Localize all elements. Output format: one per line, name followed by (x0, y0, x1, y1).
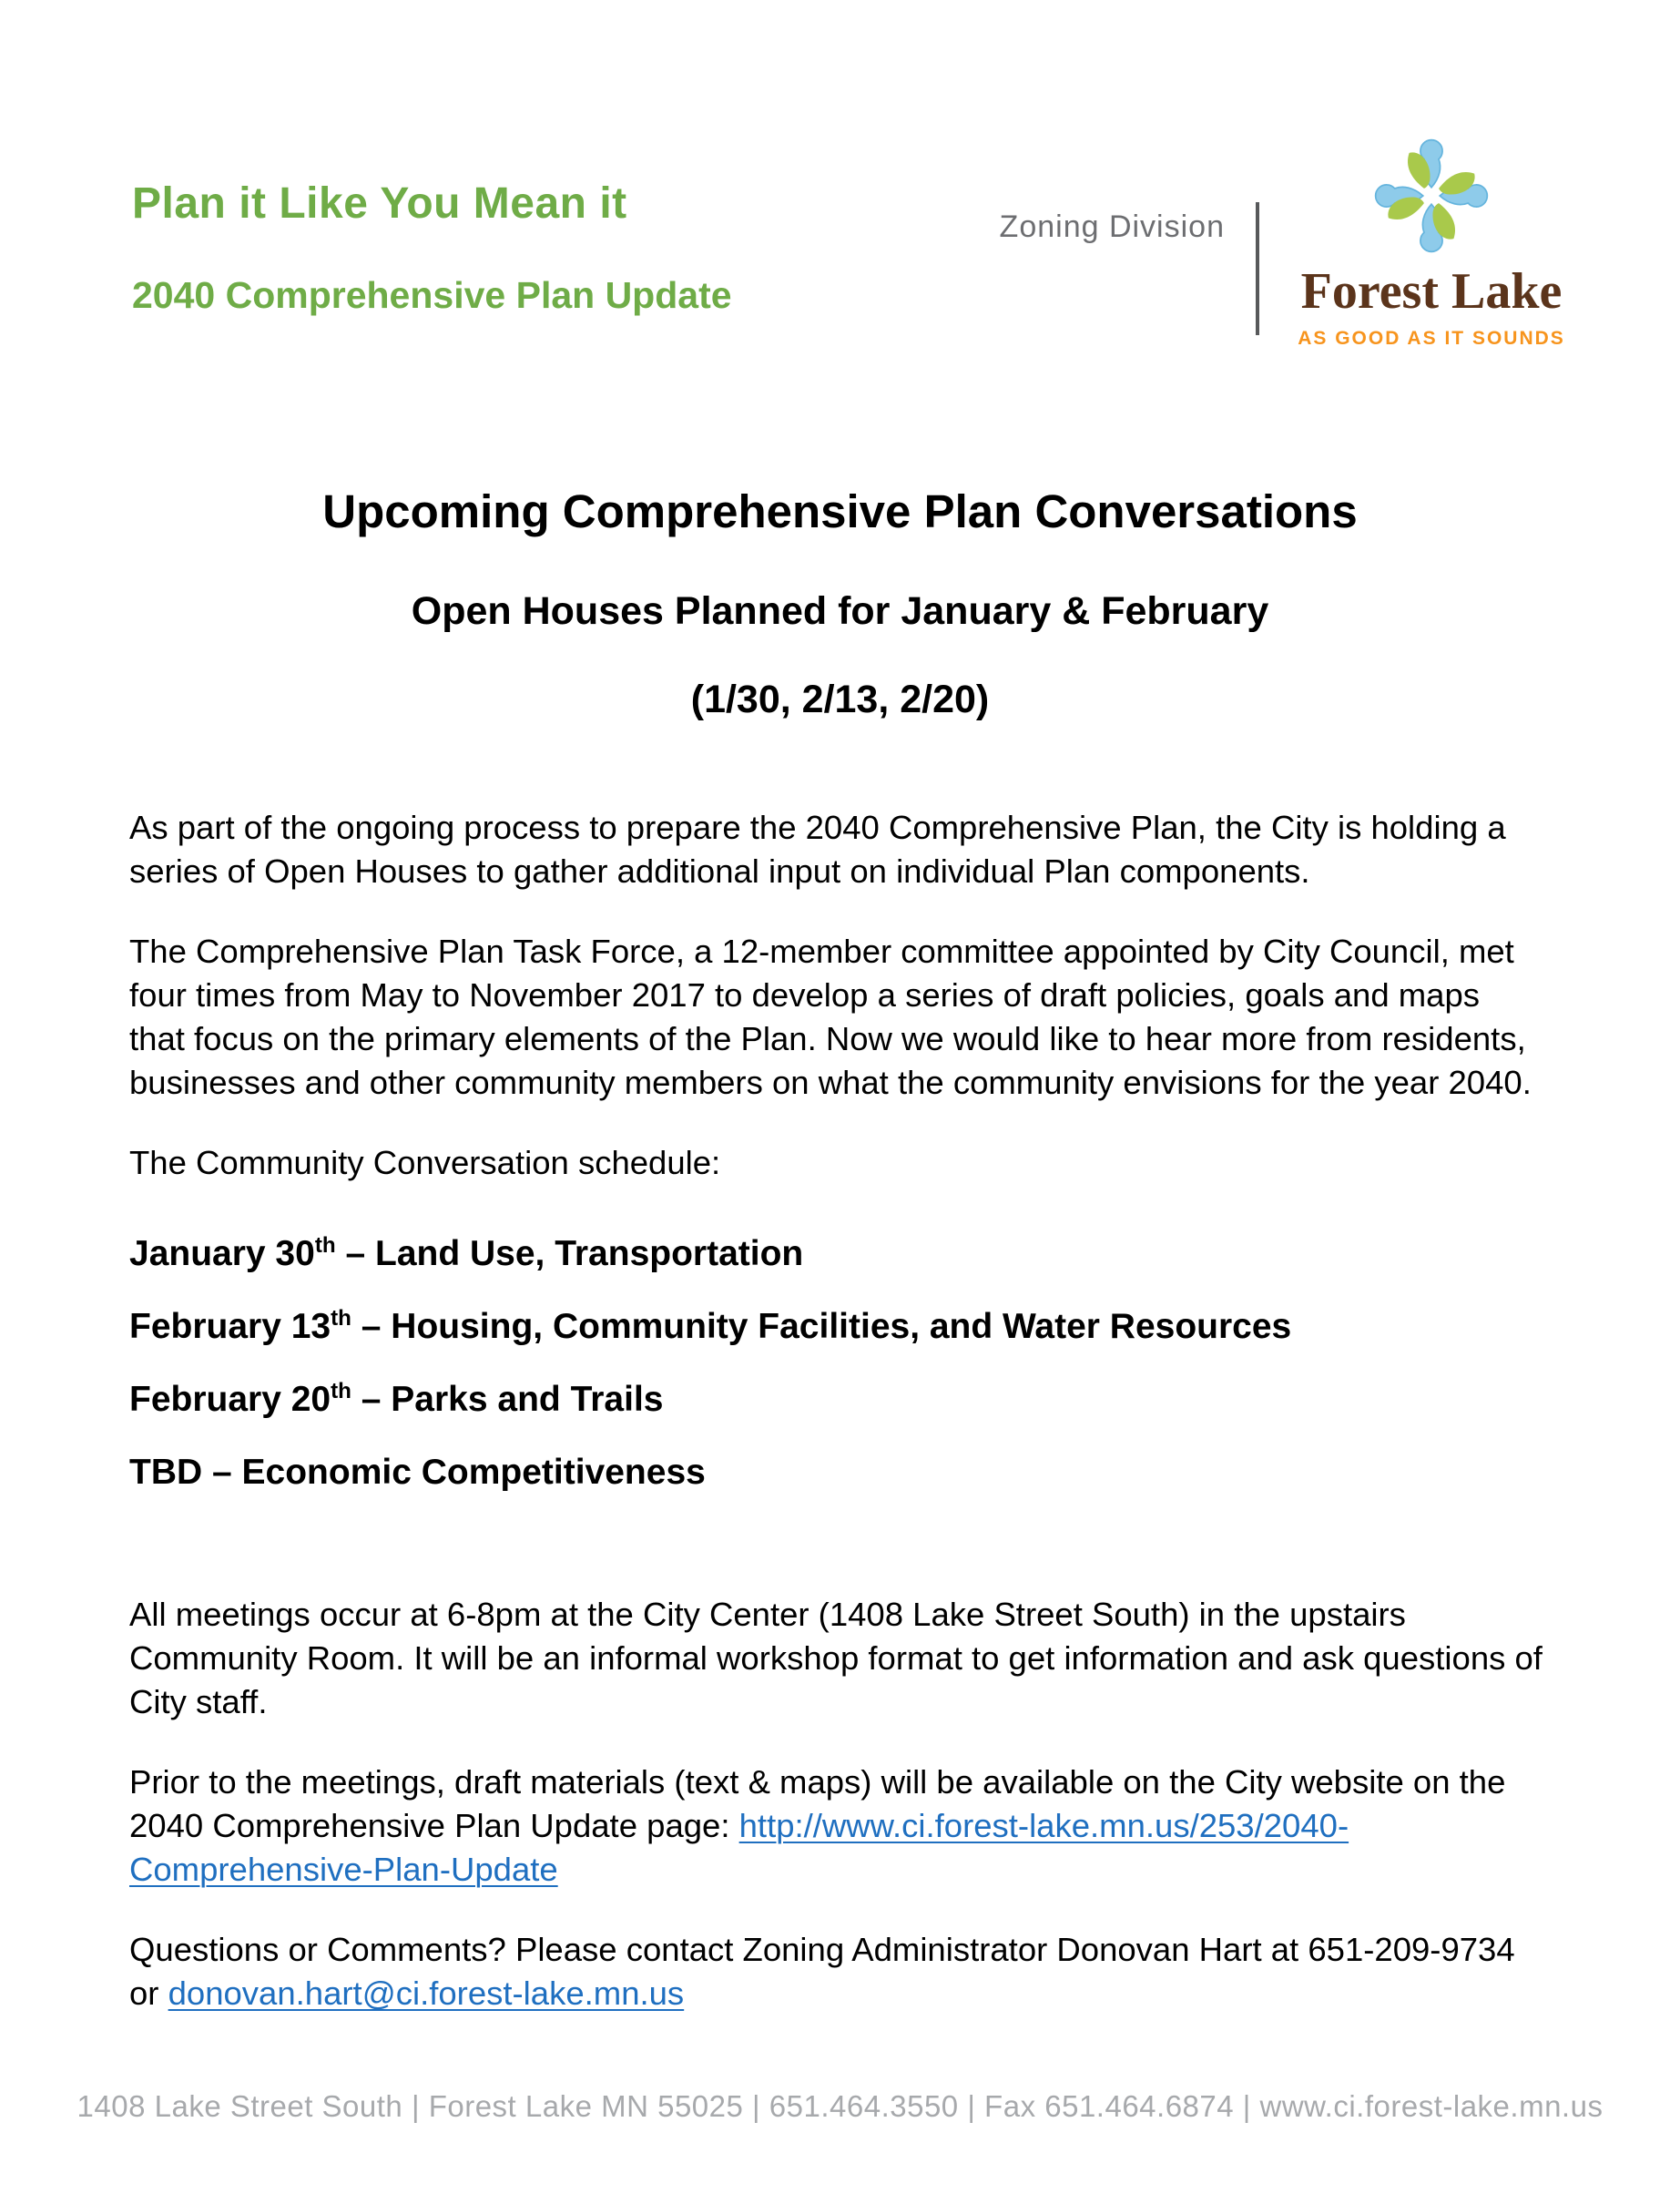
header-divider (1256, 202, 1259, 335)
agency-branding (1000, 117, 1573, 350)
schedule-item-feb20 (129, 1378, 1543, 1422)
campaign-tagline: Plan it Like You Mean it (132, 179, 627, 228)
paragraph-taskforce: The Comprehensive Plan Task Force, a 12-member committee appointed by City Council, met four times from May to November 2017 to develop a series of draft policies, goals and maps that focus on the primary elements of the Plan. Now we would like to hear more from residents, businesses and other community members on what the community envisions for the year 2040. (129, 933, 1532, 1101)
document-dates: (1/30, 2/13, 2/20) (690, 678, 990, 721)
logo-motto: AS GOOD AS IT SOUNDS (1298, 328, 1565, 349)
schedule-list (129, 1232, 1543, 1495)
page-footer: 1408 Lake Street South | Forest Lake MN 55025 | 651.464.3550 | Fax 651.464.6874 | www.ci.forest-lake.mn.us (76, 2089, 1604, 2123)
forest-lake-logo (1290, 133, 1573, 350)
paragraph-intro: As part of the ongoing process to prepare the 2040 Comprehensive Plan, the City is holding a series of Open Houses to gather additional input on individual Plan components. (129, 809, 1506, 890)
campaign-branding (132, 117, 732, 317)
schedule-date: February 20 (129, 1380, 331, 1419)
website-text: Prior to the meetings, draft materials (text & maps) will be available on the City website on the 2040 Comprehensive Plan Update page: (129, 1763, 1506, 1844)
document-body (129, 806, 1543, 2015)
schedule-topic: – Housing, Community Facilities, and Water Resources (351, 1307, 1292, 1346)
ordinal-suffix: th (331, 1306, 351, 1331)
document-title: Upcoming Comprehensive Plan Conversations (322, 485, 1358, 537)
paragraph-contact (129, 1928, 1543, 2015)
campaign-subtitle: 2040 Comprehensive Plan Update (132, 274, 732, 316)
schedule-date: TBD (129, 1453, 203, 1492)
schedule-item-jan30 (129, 1232, 1543, 1276)
ordinal-suffix: th (331, 1379, 351, 1403)
division-label: Zoning Division (999, 209, 1225, 244)
contact-email-link[interactable]: donovan.hart@ci.forest-lake.mn.us (168, 1974, 685, 2012)
ordinal-suffix: th (314, 1233, 336, 1258)
schedule-topic: – Economic Competitiveness (202, 1453, 706, 1492)
schedule-topic: – Parks and Trails (351, 1380, 664, 1419)
schedule-topic: – Land Use, Transportation (335, 1234, 804, 1273)
page-header (0, 0, 1680, 350)
schedule-item-tbd (129, 1451, 1543, 1495)
document-subtitle: Open Houses Planned for January & February (411, 589, 1269, 633)
paragraph-meetings: All meetings occur at 6-8pm at the City Center (1408 Lake Street South) in the upstairs Community Room. It will be an informal workshop format to get information and ask questions of City staff. (129, 1596, 1543, 1720)
contact-text: Questions or Comments? Please contact Zoning Administrator Donovan Hart at 651-209-9734 or (129, 1931, 1515, 2012)
schedule-item-feb13 (129, 1305, 1543, 1349)
title-block (0, 485, 1680, 722)
schedule-intro: The Community Conversation schedule: (129, 1144, 721, 1181)
plan-update-page-link[interactable]: http://www.ci.forest-lake.mn.us/253/2040-Comprehensive-Plan-Update (129, 1807, 1349, 1888)
schedule-date: February 13 (129, 1307, 331, 1346)
logo-wordmark: Forest Lake (1300, 263, 1563, 320)
schedule-date: January 30 (129, 1234, 315, 1273)
paragraph-website (129, 1760, 1543, 1892)
flower-logo-icon (1369, 133, 1494, 259)
